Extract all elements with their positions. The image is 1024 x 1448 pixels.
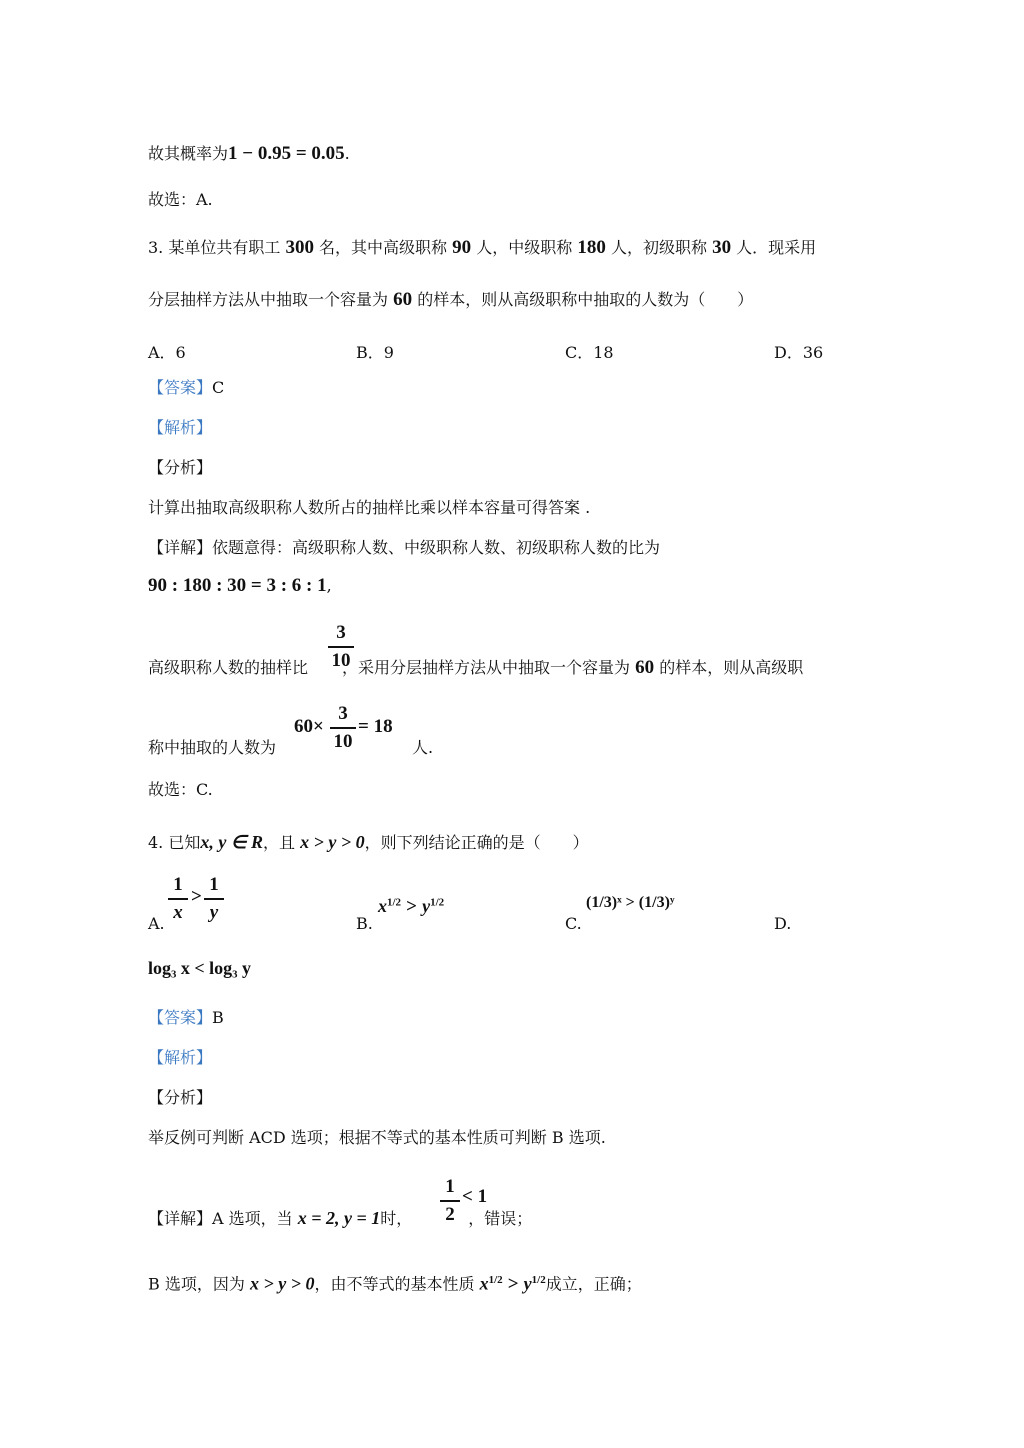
numerator: 1 [209,874,219,895]
option-4b-expression [378,896,444,918]
math-expression: 1 − 0.95 = 0.05 [228,143,345,164]
text: ，则下列结论正确的是（ ） [364,833,589,852]
answer-value: B [212,1008,224,1027]
detail-4a-op: < 1 [462,1186,488,1207]
sampling-rate-line [148,658,803,678]
analysis-tag: 【解析】 [148,418,213,437]
option-4a-frac-1 [168,874,188,924]
fraction-bar [440,1200,460,1202]
option-4c-label: C. [565,914,582,933]
text: 故其概率为 [148,144,229,163]
calc-line [148,738,433,758]
fraction-bar [330,727,356,729]
text: ，由不等式的基本性质 [314,1274,475,1294]
detail-4b [148,1270,642,1294]
option-4a-frac-2 [204,874,224,924]
fraction-bar [328,646,354,648]
option-4d-expression: log₃ x < log₃ y [148,958,252,978]
text: 分层抽样方法从中抽取一个容量为 [148,290,389,309]
answer-tag: 【答案】 [148,1008,213,1027]
text: , [326,576,332,595]
fenxi-tag: 【分析】 [148,458,213,477]
option-4c-expression: (1/3)ˣ > (1/3)ʸ [586,894,675,911]
option-4a-label: A. [148,914,165,933]
exponent: 1/2 [430,896,445,909]
fenxi-text-4: 举反例可判断 ACD 选项；根据不等式的基本性质可判断 B 选项. [148,1128,606,1147]
text: 【详解】A 选项，当 [148,1209,293,1228]
math-expression: x > y > 0 [249,1273,315,1294]
answer-3 [148,378,224,398]
text: 的样本，则从高级职 [659,658,804,677]
detail-4a [148,1208,532,1229]
text: 4. 已知 [148,833,201,852]
math-expression: x, y ∈ R [200,832,264,852]
text: 时， [380,1209,413,1228]
denominator: 10 [333,731,353,752]
fenxi-text-3: 计算出抽取高级职称人数所占的抽样比乘以样本容量可得答案 . [148,498,591,517]
exponent: 1/2 [387,896,402,909]
question-4 [148,832,589,853]
ratio-line [148,576,332,596]
variable: y [523,1273,532,1294]
text: ，采用分层抽样方法从中抽取一个容量为 [342,658,631,677]
text: 3. 某单位共有职工 [148,238,281,257]
math-number: 30 [712,237,732,258]
fraction-bar [204,898,224,900]
text: ，错误； [468,1209,533,1228]
math-number: 180 [577,237,606,258]
answer-4 [148,1008,224,1028]
variable: x [378,896,387,916]
selection-3: 故选：C. [148,780,213,799]
math-number: 60 [393,289,413,310]
text: B 选项，因为 [148,1274,245,1294]
text: 人，中级职称 [476,238,573,257]
option-4d-label: D. [774,914,792,933]
calc-product: 60× [294,716,324,737]
question-3-line-1 [148,238,816,258]
option-b: B．9 [356,343,394,362]
option-4b-label: B. [356,914,373,933]
numerator: 3 [336,622,346,643]
option-d: D．36 [774,343,824,362]
operator: > [406,896,417,917]
variable: x [479,1273,489,1294]
operator: > [507,1273,519,1295]
numerator: 1 [173,874,183,895]
detail-3: 【详解】依题意得：高级职称人数、中级职称人数、初级职称人数的比为 [148,538,661,557]
text: 名，其中高级职称 [319,238,448,257]
variable: y [422,896,431,916]
sampling-rate-fraction [328,622,354,672]
calc-result: = 18 [358,716,393,737]
text: ，且 [263,833,296,852]
math-expression: x > y > 0 [300,832,365,852]
text: . [344,144,350,163]
text: 成立，正确； [545,1274,642,1294]
probability-line [148,144,350,164]
math-number: 300 [285,237,314,258]
text: 称中抽取的人数为 [148,738,277,757]
text: 人，初级职称 [610,238,707,257]
text: 高级职称人数的抽样比 [148,658,309,677]
ratio-expression: 90 : 180 : 30 = 3 : 6 : 1 [148,575,327,596]
denominator: x [173,902,183,923]
text: 人. [412,738,434,757]
option-4a-op: > [191,886,202,907]
answer-value: C [212,378,225,397]
numerator: 3 [338,703,348,724]
analysis-tag-4: 【解析】 [148,1048,213,1067]
option-c: C．18 [565,343,614,362]
math-number: 60 [635,657,655,678]
calc-fraction [330,703,356,753]
exponent: 1/2 [531,1274,546,1286]
math-expression: x = 2, y = 1 [297,1208,381,1228]
denominator: 10 [331,650,351,671]
option-a: A．6 [148,343,186,362]
text: 的样本，则从高级职称中抽取的人数为（ ） [417,290,754,309]
numerator: 1 [445,1176,455,1197]
denominator: 2 [445,1204,455,1225]
exponent: 1/2 [488,1274,503,1286]
fenxi-tag-4: 【分析】 [148,1088,213,1107]
math-number: 90 [452,237,472,258]
detail-4a-fraction [440,1176,460,1226]
fraction-bar [168,898,188,900]
question-3-line-2 [148,290,753,310]
denominator: y [209,902,219,923]
answer-tag: 【答案】 [148,378,213,397]
text: 人．现采用 [736,238,817,257]
selection-line: 故选：A. [148,190,213,209]
